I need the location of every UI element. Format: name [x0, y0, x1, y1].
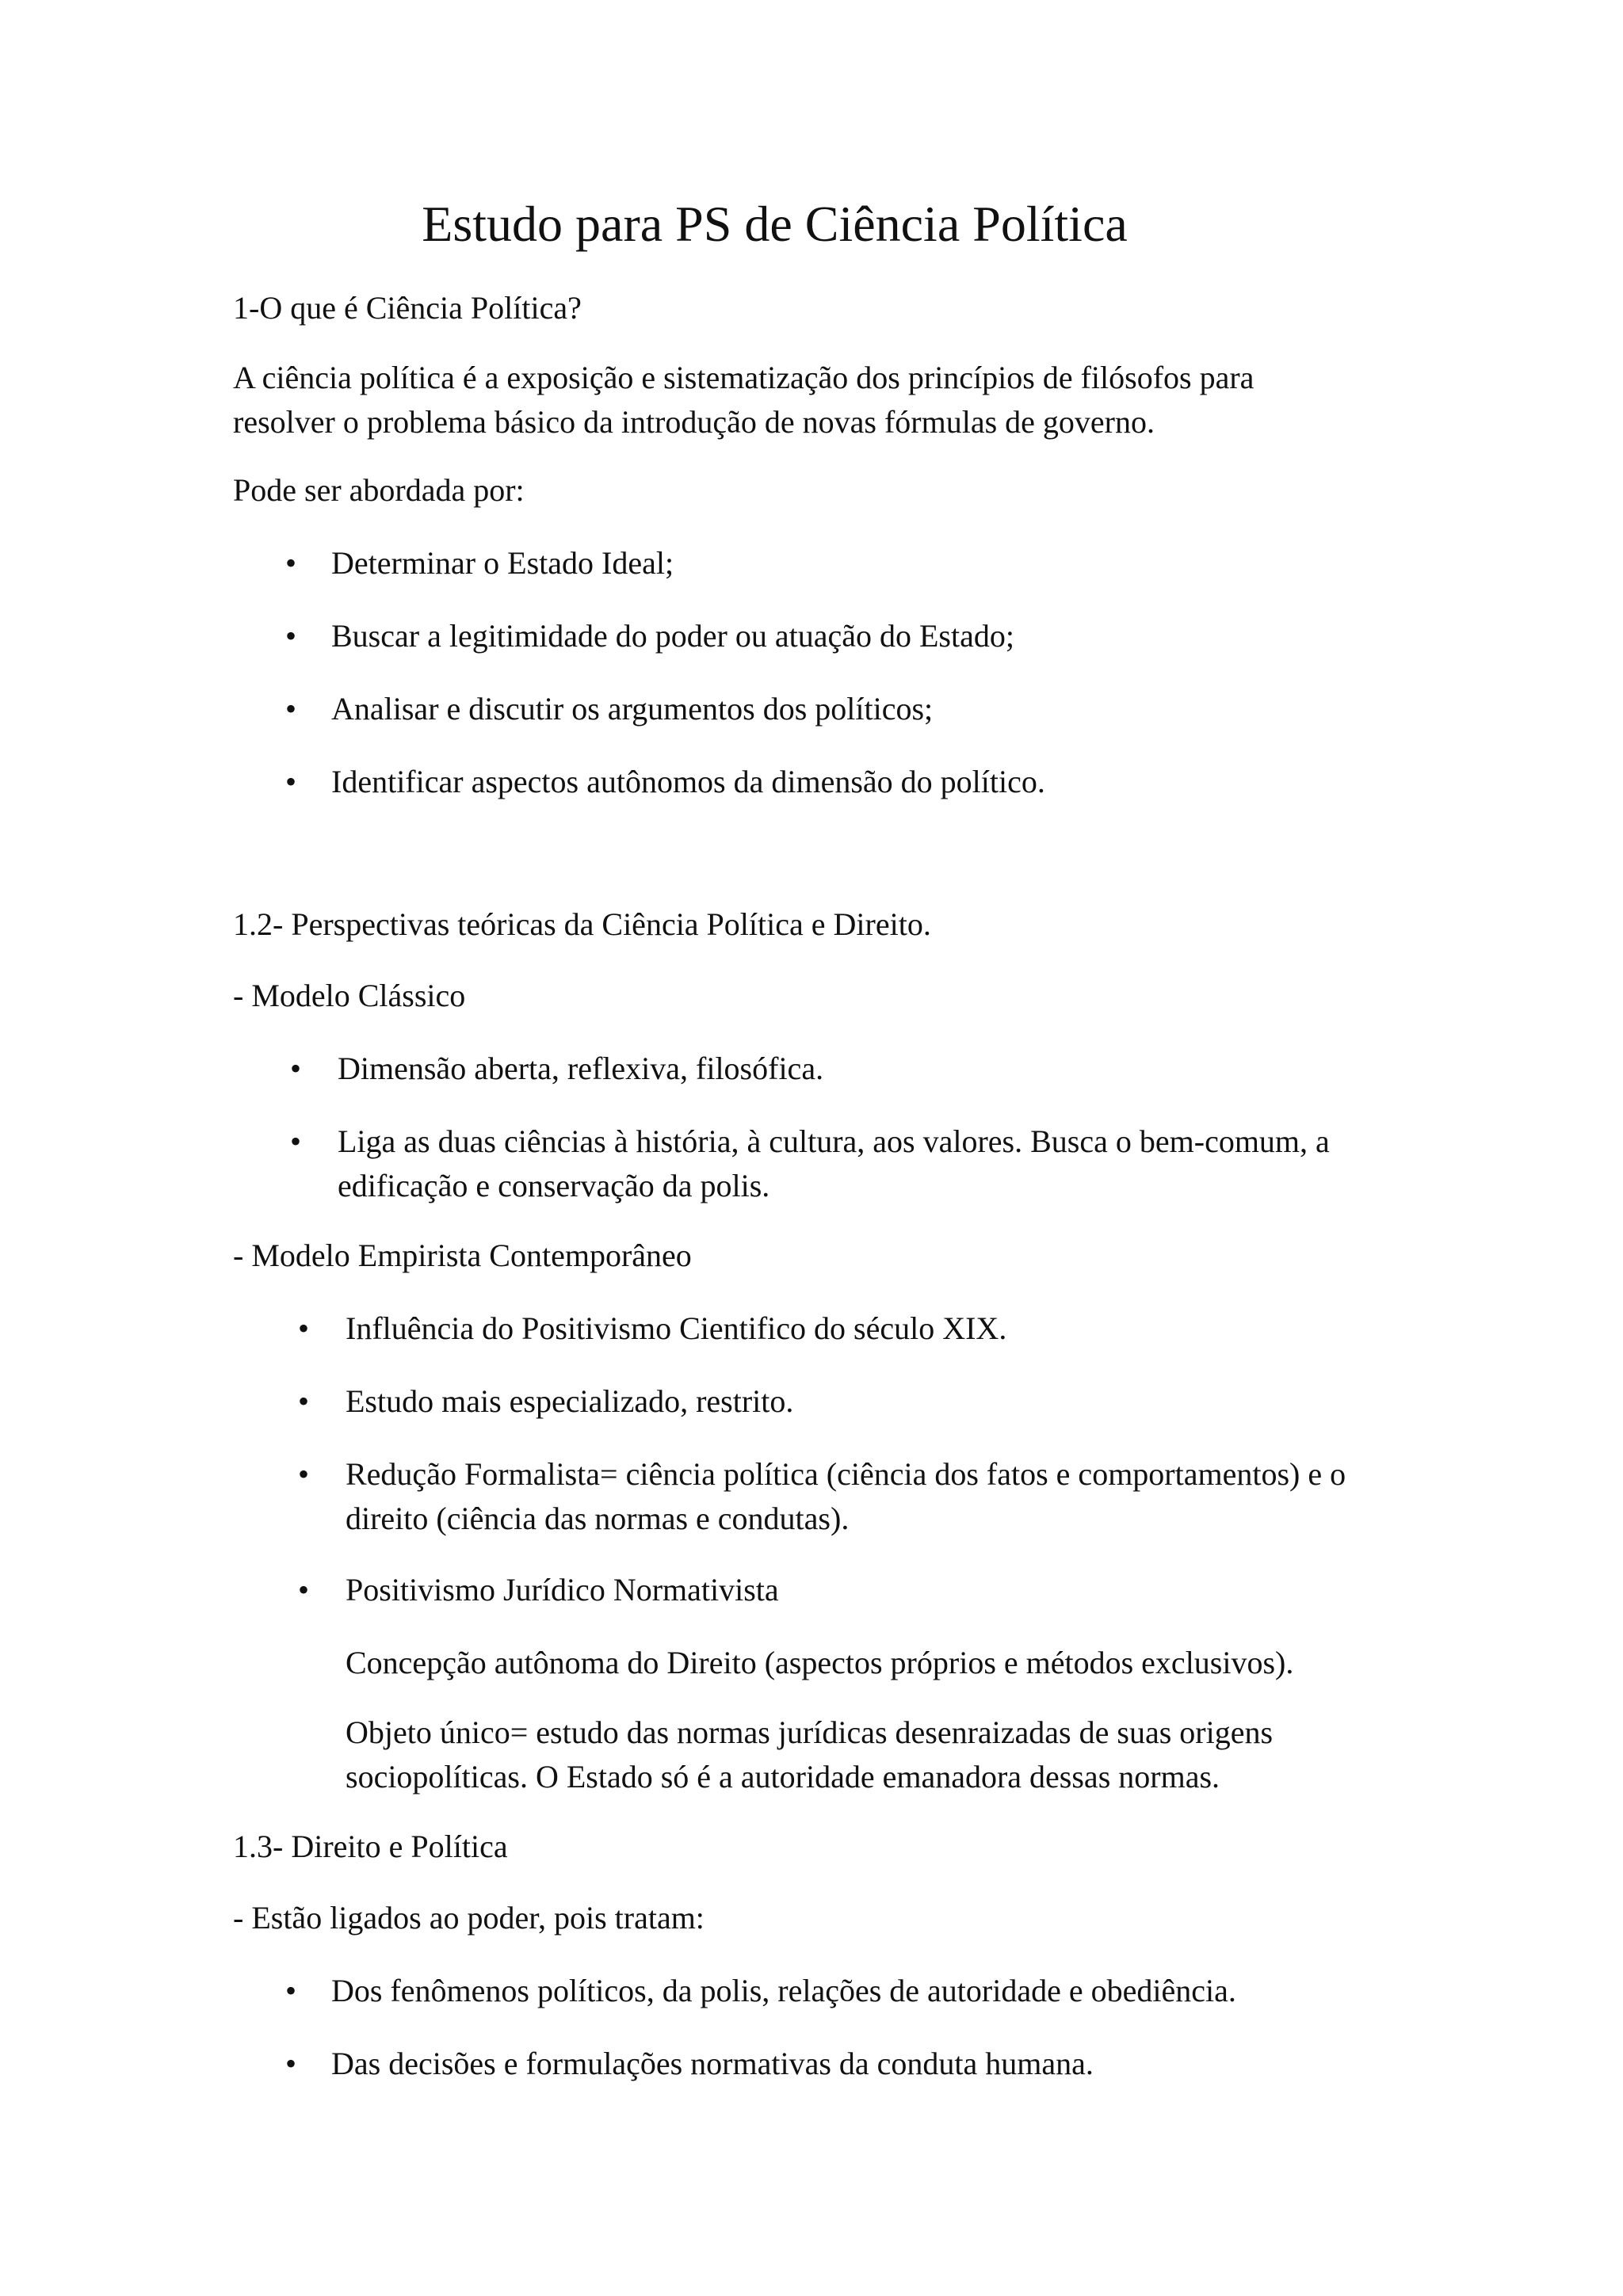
empirical-item: Influência do Positivismo Cientifico do século XIX.: [346, 1310, 1007, 1346]
definition-line-2: resolver o problema básico da introdução de novas fórmulas de governo.: [233, 404, 1155, 440]
empirical-item-line-1: Redução Formalista= ciência política (ciência dos fatos e comportamentos) e o: [346, 1456, 1346, 1492]
bullet-dot: •: [290, 1123, 302, 1159]
bullet-dot: •: [285, 618, 297, 654]
classic-model-label: - Modelo Clássico: [233, 978, 466, 1013]
empirical-item: Positivismo Jurídico Normativista: [346, 1572, 779, 1608]
bullet-dot: •: [285, 1973, 297, 2008]
section-1-heading: 1-O que é Ciência Política?: [233, 290, 582, 326]
section-1-2-heading: 1.2- Perspectivas teóricas da Ciência Política e Direito.: [233, 906, 931, 942]
document-title: Estudo para PS de Ciência Política: [422, 196, 1128, 252]
bullet-dot: •: [298, 1383, 310, 1419]
bullet-dot: •: [285, 691, 297, 727]
definition-line-1: A ciência política é a exposição e sistematização dos princípios de filósofos para: [233, 360, 1254, 395]
law-politics-item: Dos fenômenos políticos, da polis, relações de autoridade e obediência.: [331, 1973, 1236, 2008]
empirical-model-label: - Modelo Empirista Contemporâneo: [233, 1238, 692, 1273]
classic-item-line-2: edificação e conservação da polis.: [338, 1168, 770, 1203]
approach-item: Analisar e discutir os argumentos dos políticos;: [331, 691, 934, 727]
classic-item: Dimensão aberta, reflexiva, filosófica.: [338, 1051, 824, 1086]
normativist-note: Concepção autônoma do Direito (aspectos próprios e métodos exclusivos).: [346, 1645, 1294, 1680]
approach-intro: Pode ser abordada por:: [233, 472, 525, 508]
section-1-3-intro: - Estão ligados ao poder, pois tratam:: [233, 1900, 705, 1936]
classic-item-line-1: Liga as duas ciências à história, à cultura, aos valores. Busca o bem-comum, a: [338, 1123, 1330, 1159]
bullet-dot: •: [285, 764, 297, 799]
bullet-dot: •: [298, 1310, 310, 1346]
empirical-item-line-2: direito (ciência das normas e condutas).: [346, 1501, 850, 1536]
empirical-item: Estudo mais especializado, restrito.: [346, 1383, 794, 1419]
normativist-note-line-2: sociopolíticas. O Estado só é a autoridade emanadora dessas normas.: [346, 1759, 1220, 1794]
bullet-dot: •: [285, 545, 297, 581]
section-1-3-heading: 1.3- Direito e Política: [233, 1829, 508, 1864]
bullet-dot: •: [290, 1051, 302, 1086]
approach-item: Identificar aspectos autônomos da dimensão do político.: [331, 764, 1045, 799]
approach-item: Determinar o Estado Ideal;: [331, 545, 674, 581]
approach-item: Buscar a legitimidade do poder ou atuação do Estado;: [331, 618, 1014, 654]
bullet-dot: •: [298, 1456, 310, 1492]
normativist-note-line-1: Objeto único= estudo das normas jurídicas desenraizadas de suas origens: [346, 1714, 1274, 1750]
bullet-dot: •: [298, 1572, 310, 1608]
law-politics-item: Das decisões e formulações normativas da conduta humana.: [331, 2046, 1094, 2081]
bullet-dot: •: [285, 2046, 297, 2081]
